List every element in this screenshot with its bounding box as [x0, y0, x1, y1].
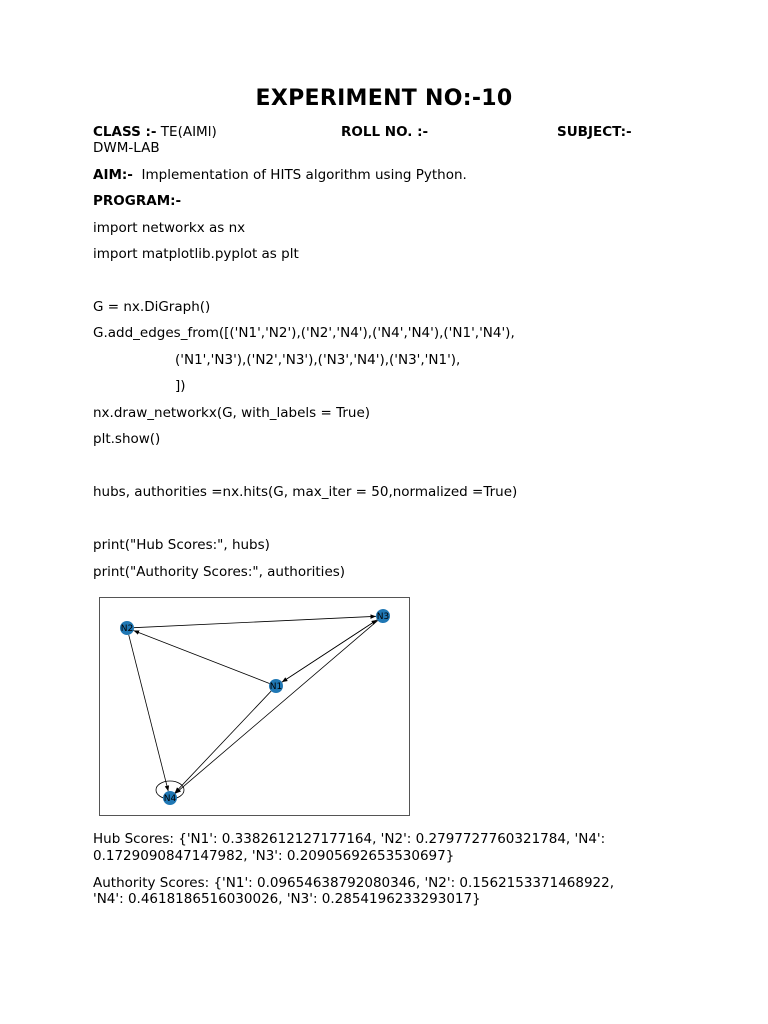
- code-line: G.add_edges_from([('N1','N2'),('N2','N4'),('N4','N4'),('N1','N4'),: [93, 325, 515, 341]
- code-line: hubs, authorities =nx.hits(G, max_iter = 50,normalized =True): [93, 484, 518, 500]
- page-title: EXPERIMENT NO:-10: [255, 86, 513, 111]
- code-line: import networkx as nx: [93, 220, 246, 236]
- edge-N1-N4: [175, 691, 271, 793]
- class-field: [93, 124, 217, 140]
- node-label-n2: N2: [120, 624, 134, 634]
- edge-N1-N2: [134, 631, 270, 684]
- authority-scores-line: 'N4': 0.4618186516030026, 'N3': 0.2854196233293017}: [93, 891, 481, 907]
- hub-scores-line: 0.1729090847147982, 'N3': 0.20905692653530697}: [93, 848, 455, 864]
- authority-scores-line: Authority Scores: {'N1': 0.09654638792080346, 'N2': 0.1562153371468922,: [93, 875, 615, 891]
- edge-N3-N4: [175, 621, 377, 794]
- program-label: PROGRAM:-: [93, 193, 182, 209]
- code-line: nx.draw_networkx(G, with_labels = True): [93, 405, 371, 421]
- class-label: CLASS :-: [93, 124, 157, 140]
- code-line: plt.show(): [93, 431, 161, 447]
- edge-N2-N3: [134, 616, 376, 627]
- node-label-n3: N3: [376, 612, 390, 622]
- code-line: ]): [175, 378, 186, 394]
- node-label-n4: N4: [163, 794, 177, 804]
- code-line: print("Authority Scores:", authorities): [93, 564, 346, 580]
- aim-row: [93, 167, 467, 183]
- subject-value: DWM-LAB: [93, 140, 160, 156]
- aim-label: AIM:-: [93, 167, 133, 183]
- graph-figure: [99, 597, 410, 816]
- edge-N3-N1: [282, 620, 377, 682]
- code-line: import matplotlib.pyplot as plt: [93, 246, 299, 262]
- network-graph: [100, 598, 409, 815]
- code-line: print("Hub Scores:", hubs): [93, 537, 270, 553]
- code-line: G = nx.DiGraph(): [93, 299, 211, 315]
- hub-scores-line: Hub Scores: {'N1': 0.3382612127177164, 'N2': 0.2797727760321784, 'N4':: [93, 831, 606, 847]
- roll-label: ROLL NO. :-: [341, 124, 429, 140]
- edge-N2-N4: [129, 635, 169, 791]
- aim-text: Implementation of HITS algorithm using Python.: [141, 167, 467, 183]
- code-line: ('N1','N3'),('N2','N3'),('N3','N4'),('N3','N1'),: [175, 352, 461, 368]
- subject-label: SUBJECT:-: [557, 124, 632, 140]
- node-label-n1: N1: [269, 682, 283, 692]
- class-value: TE(AIMl): [160, 124, 217, 140]
